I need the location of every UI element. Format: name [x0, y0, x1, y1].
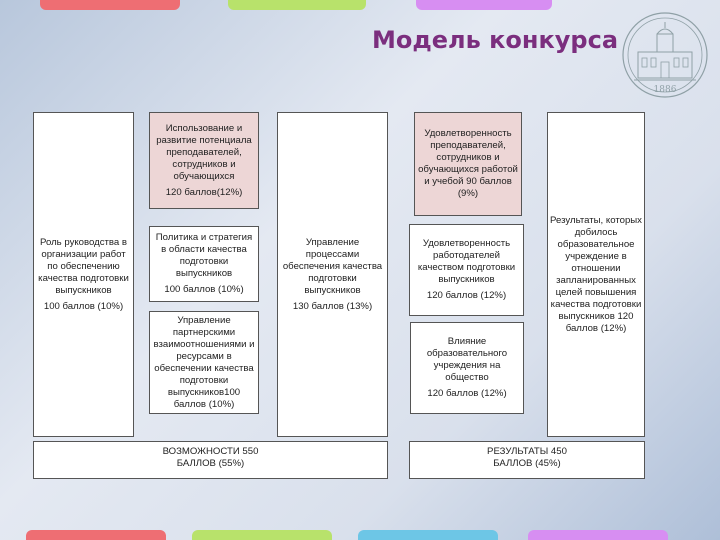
decor-tab-bottom-4 [528, 530, 668, 540]
decor-tab-top-3 [416, 0, 552, 10]
box-opportunities-total-text: ВОЗМОЖНОСТИ 550 БАЛЛОВ (55%) [162, 446, 259, 469]
box-processes-text: Управление процессами обеспечения качества подготовки выпускников [282, 236, 383, 296]
box-society-score: 120 баллов (12%) [427, 388, 507, 399]
box-policy [149, 226, 259, 302]
decor-tab-top-2 [228, 0, 366, 10]
university-emblem-icon [620, 10, 710, 105]
box-policy-score: 100 баллов (10%) [164, 284, 244, 295]
decor-tab-top-1 [40, 0, 180, 10]
decor-tab-bottom-2 [192, 530, 332, 540]
box-policy-text: Политика и стратегия в области качества подготовки выпускников [155, 232, 253, 279]
box-results-total-text: РЕЗУЛЬТАТЫ 450 БАЛЛОВ (45%) [487, 446, 567, 469]
box-satisfaction-staff [414, 112, 522, 216]
box-society-text: Влияние образовательного учреждения на общество [426, 336, 508, 383]
box-opportunities-total [33, 441, 388, 479]
box-potential-text: Использование и развитие потенциала преподавателей, сотрудников и обучающихся [156, 122, 252, 182]
emblem-year: 1886 [653, 85, 677, 95]
box-satisfaction-employers-text: Удовлетворенность работодателей качеством подготовки выпускников [417, 238, 516, 285]
box-potential-score: 120 баллов(12%) [165, 186, 243, 198]
page-title: Модель конкурса [372, 26, 619, 54]
box-results [547, 112, 645, 437]
decor-tab-bottom-3 [358, 530, 498, 540]
box-satisfaction-employers [409, 224, 524, 316]
box-partnership-text: Управление партнерскими взаимоотношениями и ресурсами в обеспечении качества подготовки выпускников100 баллов (10%) [153, 314, 255, 410]
decor-tab-bottom-1 [26, 530, 166, 540]
box-satisfaction-staff-text: Удовлетворенность преподавателей, сотрудников и обучающихся работой и учебой 90 баллов (9%) [418, 128, 518, 199]
box-leadership-score: 100 баллов (10%) [43, 300, 124, 312]
box-partnership [149, 311, 259, 414]
box-processes-score: 130 баллов (13%) [292, 300, 373, 312]
box-results-total [409, 441, 645, 479]
box-society [410, 322, 524, 414]
box-leadership [33, 112, 134, 437]
box-results-text: Результаты, которых добилось образовательное учреждение в отношении запланированных целей повышения качества подготовки выпускников 120 баллов (12%) [550, 214, 642, 334]
box-processes [277, 112, 388, 437]
box-leadership-text: Роль руководства в организации работ по обеспечению качества подготовки выпускников [38, 236, 129, 296]
box-satisfaction-employers-score: 120 баллов (12%) [426, 290, 507, 301]
box-potential [149, 112, 259, 209]
